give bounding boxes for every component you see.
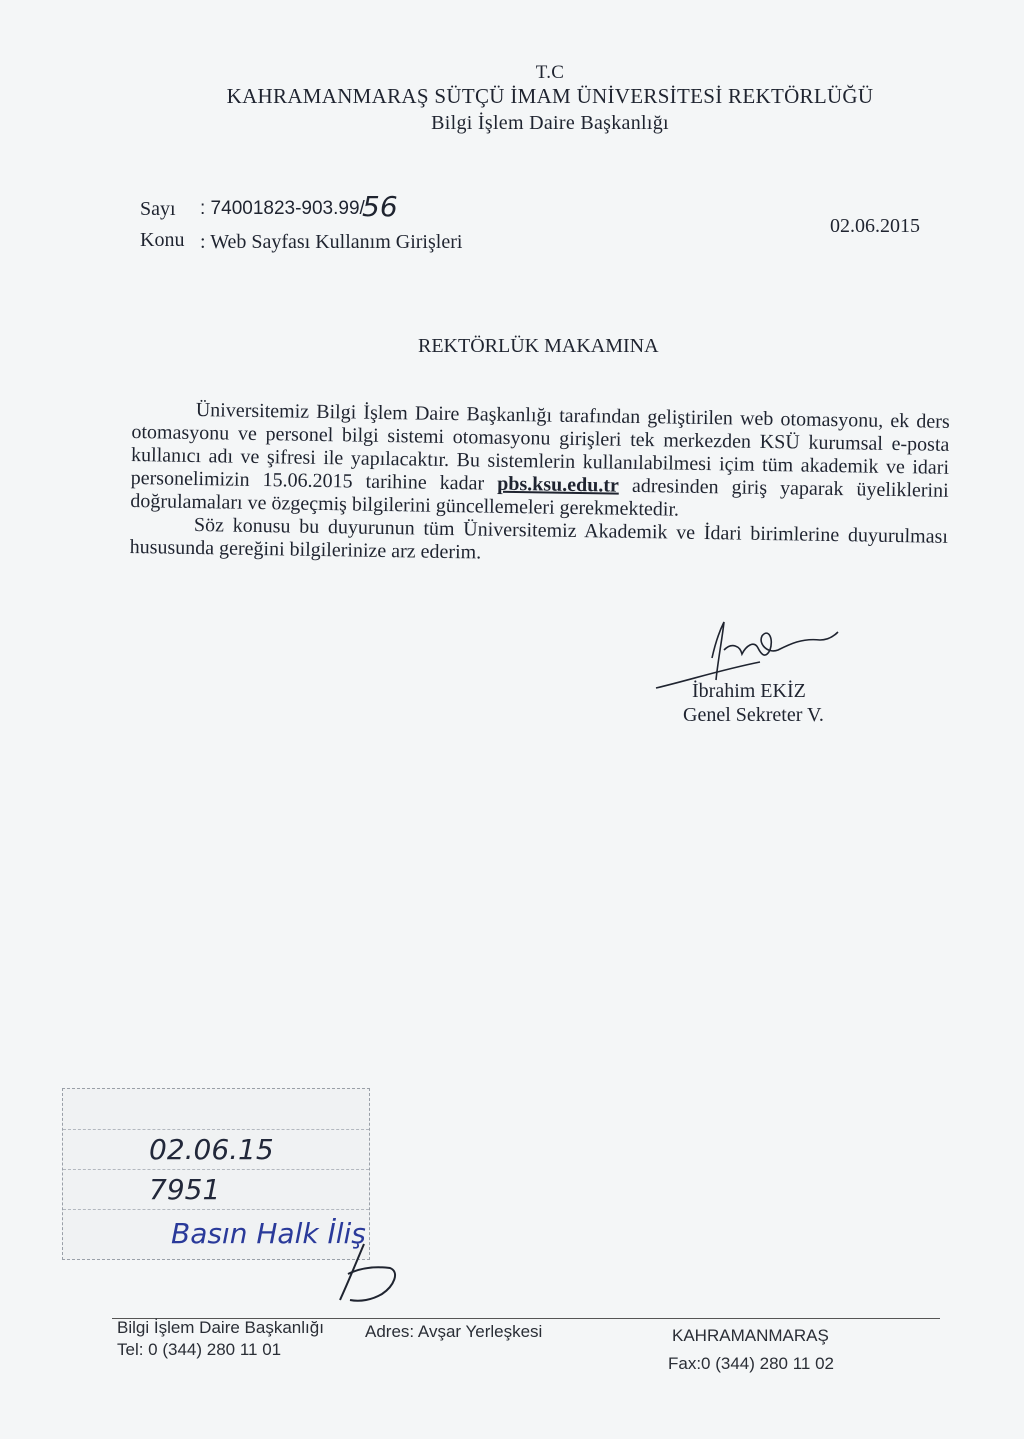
body-p1-text-after-link: adresinden giriş yaparak üyeliklerini doğrulamaları ve özgeçmiş bilgilerini güncellemeleri gerekmektedir. bbox=[130, 474, 949, 521]
body-p1-text-before-link: Üniversitemiz Bilgi İşlem Daire Başkanlığı tarafından geliştirilen web otomasyonu, ek ders otomasyonu ve personel bilgi sistemi otomasyonu girişleri tek merkezden KSÜ kurumsal e-posta kullanıcı adı ve şifresi ile yapılacaktır. Bu sistemlerin kullanılabilmesi içim tüm akademik ve idari personelimizin 15.06.2015 tarihine kadar bbox=[130, 399, 950, 495]
sayi-handwritten-number: 56 bbox=[362, 190, 398, 223]
stamp-note: Basın Halk İliş bbox=[171, 1217, 366, 1250]
sayi-label: Sayı bbox=[140, 198, 176, 220]
footer-fax: Fax:0 (344) 280 11 02 bbox=[668, 1354, 835, 1373]
header-tc: T.C bbox=[535, 62, 565, 83]
pbs-link[interactable]: pbs.ksu.edu.tr bbox=[497, 472, 620, 497]
stamp-date: 02.06.15 bbox=[149, 1133, 274, 1166]
konu-label: Konu bbox=[140, 229, 185, 251]
stamp-initials-scribble bbox=[330, 1238, 410, 1308]
recipient-title: REKTÖRLÜK MAKAMINA bbox=[418, 335, 659, 357]
sayi-value: : 74001823-903.99/ bbox=[200, 198, 365, 219]
stamp-note-row bbox=[63, 1209, 369, 1257]
document-date: 02.06.2015 bbox=[830, 215, 920, 237]
header-university: KAHRAMANMARAŞ SÜTÇÜ İMAM ÜNİVERSİTESİ REKTÖRLÜĞÜ bbox=[226, 84, 874, 108]
signatory-title: Genel Sekreter V. bbox=[683, 704, 824, 726]
header-department: Bilgi İşlem Daire Başkanlığı bbox=[431, 112, 669, 134]
stamp-header-row bbox=[63, 1089, 369, 1130]
letter-body bbox=[129, 398, 949, 572]
registry-stamp bbox=[62, 1088, 370, 1260]
footer-tel: Tel: 0 (344) 280 11 01 bbox=[117, 1340, 282, 1359]
body-paragraph-2: Söz konusu bu duyurunun tüm Üniversitemiz Akademik ve İdari birimlerine duyurulması hususunda gereğini bilgilerinize arz ederim. bbox=[129, 513, 949, 564]
signatory-name: İbrahim EKİZ bbox=[692, 680, 806, 702]
stamp-date-row bbox=[63, 1129, 369, 1170]
footer-office: Bilgi İşlem Daire Başkanlığı bbox=[117, 1318, 324, 1337]
stamp-number-row bbox=[63, 1169, 369, 1210]
konu-value: : Web Sayfası Kullanım Girişleri bbox=[200, 231, 463, 253]
footer-address: Adres: Avşar Yerleşkesi bbox=[365, 1322, 543, 1341]
footer-city: KAHRAMANMARAŞ bbox=[672, 1326, 829, 1345]
stamp-number: 7951 bbox=[149, 1173, 221, 1206]
body-paragraph-1 bbox=[130, 398, 950, 526]
